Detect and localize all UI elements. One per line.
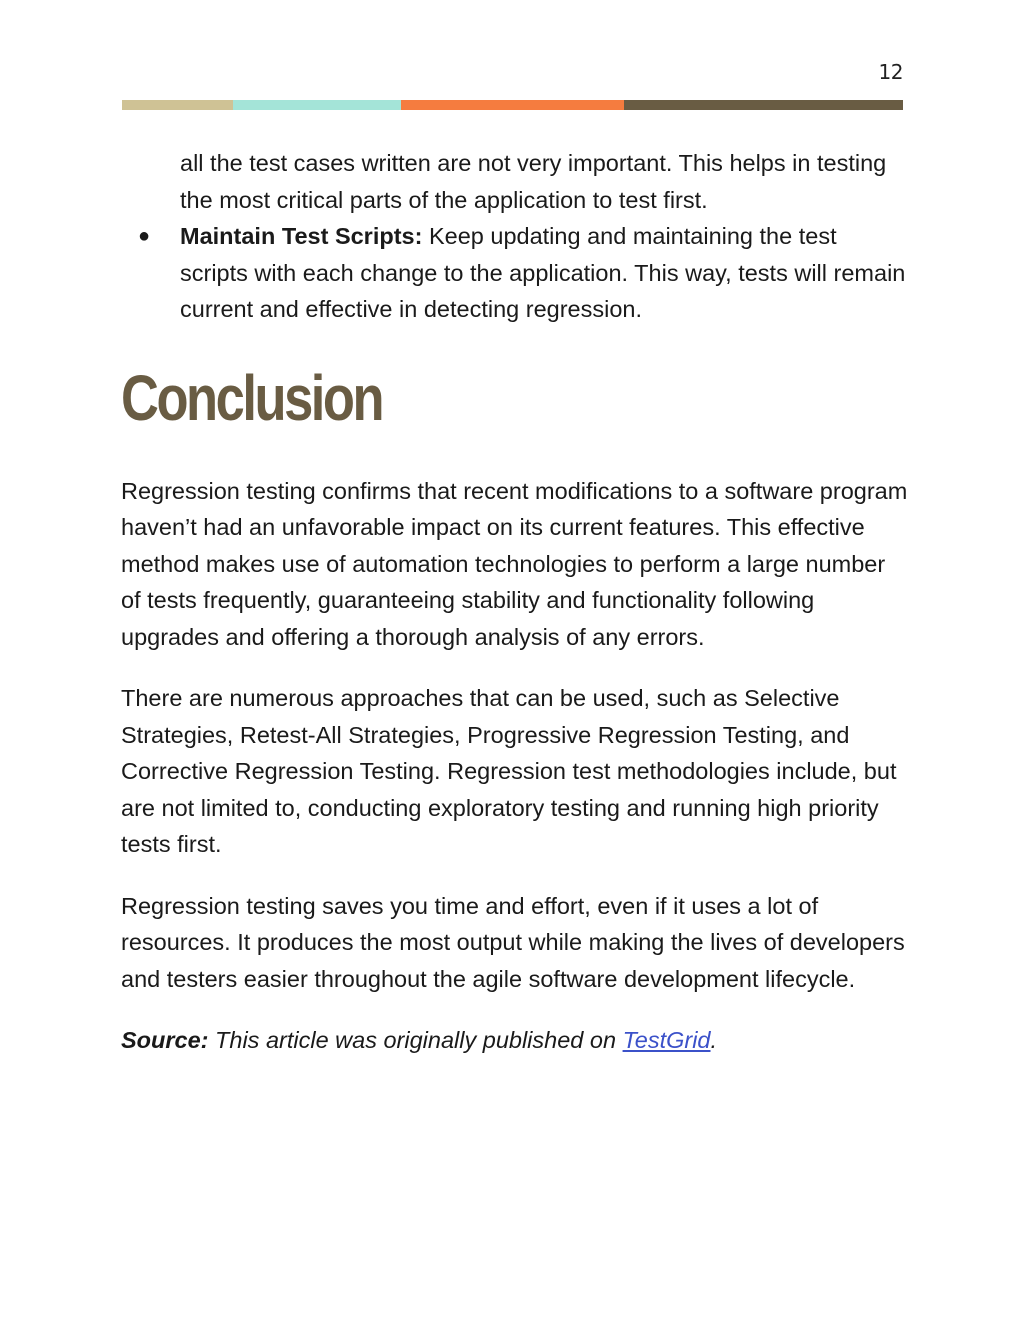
section-heading-conclusion: Conclusion <box>121 361 383 434</box>
header-color-bar <box>122 100 903 110</box>
testgrid-link[interactable]: TestGrid <box>622 1027 711 1053</box>
header-bar-segment-orange <box>401 100 624 110</box>
bullet-continuation-text: all the test cases written are not very important. This helps in testing the most critical parts of the application to test first. <box>180 150 887 213</box>
source-line <box>121 1022 911 1059</box>
bullet-item-title: Maintain Test Scripts: <box>180 223 423 249</box>
source-text: This article was originally published on <box>208 1027 623 1053</box>
source-label: Source: <box>121 1027 209 1053</box>
bullet-item-text: Keep updating and maintaining the test scripts with each change to the application. This way, tests will remain current and effective in detecting regression. <box>180 223 906 322</box>
conclusion-paragraph-1: Regression testing confirms that recent modifications to a software program haven’t had an unfavorable impact on its current features. This effective method makes use of automation technologies to perform a large number of tests frequently, guaranteeing stability and functionality following upgrades and offering a thorough analysis of any errors. <box>121 477 908 650</box>
header-bar-segment-tan <box>122 100 233 110</box>
conclusion-paragraph-3: Regression testing saves you time and effort, even if it uses a lot of resources. It produces the most output while making the lives of developers and testers easier throughout the agile software development lifecycle. <box>121 892 905 992</box>
document-content <box>121 145 911 1059</box>
header-bar-segment-brown <box>624 100 903 110</box>
source-end: . <box>710 1027 718 1053</box>
header-bar-segment-aqua <box>233 100 401 110</box>
bullet-dot-icon: ● <box>138 225 151 247</box>
conclusion-paragraph-2: There are numerous approaches that can be used, such as Selective Strategies, Retest-All Strategies, Progressive Regression Testing, and Corrective Regression Testing. Regression test methodologies include, but are not limited to, conducting exploratory testing and running high priority tests first. <box>121 685 897 857</box>
bullet-item-maintain-test-scripts <box>138 218 911 328</box>
page-number: 12 <box>878 60 903 84</box>
